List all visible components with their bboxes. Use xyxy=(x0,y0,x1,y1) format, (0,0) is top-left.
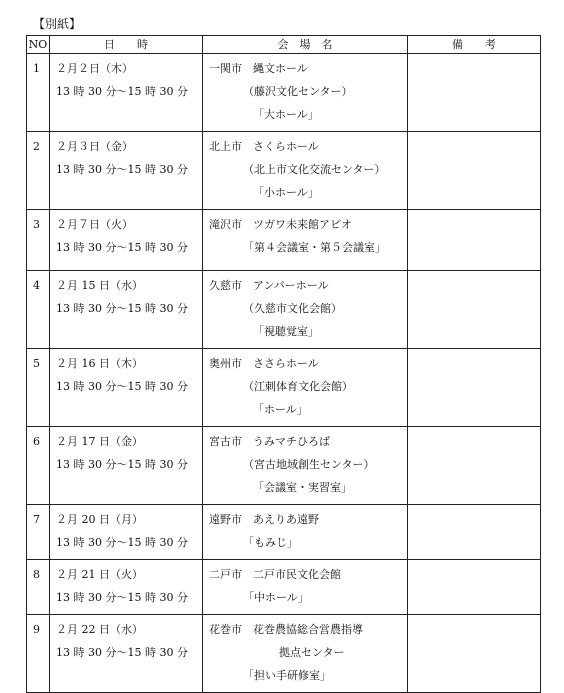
row-time: 13 時 30 分～15 時 30 分 xyxy=(56,302,188,315)
row-date: ２月３日（金） xyxy=(56,140,133,153)
row-date: ２月 17 日（金） xyxy=(56,435,143,448)
table-row xyxy=(27,132,541,210)
row-remarks xyxy=(408,615,541,693)
row-venue xyxy=(203,427,408,505)
row-venue xyxy=(203,615,408,693)
venue-line: 「もみじ」 xyxy=(243,536,298,549)
row-number: 2 xyxy=(27,132,50,210)
row-datetime xyxy=(50,349,203,427)
attachment-label: 【別紙】 xyxy=(33,17,82,31)
table-row xyxy=(27,560,541,615)
table-row xyxy=(27,505,541,560)
table-row xyxy=(27,349,541,427)
row-number: 9 xyxy=(27,615,50,693)
row-venue xyxy=(203,271,408,349)
venue-line: 「大ホール」 xyxy=(253,108,319,121)
row-remarks xyxy=(408,271,541,349)
venue-line: 遠野市 あえりあ遠野 xyxy=(209,513,319,526)
row-number: 3 xyxy=(27,210,50,271)
row-datetime xyxy=(50,54,203,132)
row-remarks xyxy=(408,560,541,615)
table-row xyxy=(27,615,541,693)
row-date: ２月 21 日（火） xyxy=(56,568,143,581)
header-no: NO xyxy=(27,36,50,54)
row-datetime xyxy=(50,271,203,349)
header-remarks: 備 考 xyxy=(408,36,541,54)
row-time: 13 時 30 分～15 時 30 分 xyxy=(56,591,188,604)
table-row xyxy=(27,427,541,505)
row-datetime xyxy=(50,210,203,271)
venue-line: 久慈市 アンバーホール xyxy=(209,279,329,292)
row-number: 1 xyxy=(27,54,50,132)
venue-line: 「ホール」 xyxy=(253,403,308,416)
row-datetime xyxy=(50,427,203,505)
venue-line: 「会議室・実習室」 xyxy=(253,481,352,494)
row-date: ２月２日（木） xyxy=(56,62,133,75)
row-venue xyxy=(203,349,408,427)
row-remarks xyxy=(408,349,541,427)
row-number: 4 xyxy=(27,271,50,349)
table-row xyxy=(27,210,541,271)
row-venue xyxy=(203,210,408,271)
venue-line: 奥州市 ささらホール xyxy=(209,357,319,370)
table-header-row xyxy=(27,36,541,54)
row-venue xyxy=(203,505,408,560)
row-venue xyxy=(203,54,408,132)
row-time: 13 時 30 分～15 時 30 分 xyxy=(56,85,188,98)
row-date: ２月 22 日（水） xyxy=(56,623,143,636)
venue-line: （宮古地域創生センター） xyxy=(243,458,375,471)
venue-line: 「視聴覚室」 xyxy=(253,325,319,338)
venue-line: 「第４会議室・第５会議室」 xyxy=(243,241,386,254)
schedule-table xyxy=(26,35,541,693)
row-datetime xyxy=(50,560,203,615)
venue-line: （北上市文化交流センター） xyxy=(243,163,386,176)
row-date: ２月７日（火） xyxy=(56,218,133,231)
venue-line: 花巻市 花巻農協総合営農指導 xyxy=(209,623,363,636)
table-row xyxy=(27,54,541,132)
row-venue xyxy=(203,560,408,615)
row-number: 8 xyxy=(27,560,50,615)
row-date: ２月 15 日（水） xyxy=(56,279,143,292)
row-time: 13 時 30 分～15 時 30 分 xyxy=(56,646,188,659)
row-number: 5 xyxy=(27,349,50,427)
row-number: 6 xyxy=(27,427,50,505)
venue-line: 滝沢市 ツガワ未来館アピオ xyxy=(209,218,352,231)
row-time: 13 時 30 分～15 時 30 分 xyxy=(56,380,188,393)
row-remarks xyxy=(408,210,541,271)
venue-line: 宮古市 うみマチひろば xyxy=(209,435,330,448)
row-time: 13 時 30 分～15 時 30 分 xyxy=(56,458,188,471)
venue-line: 一関市 縄文ホール xyxy=(209,62,308,75)
venue-line: 二戸市 二戸市民文化会館 xyxy=(209,568,341,581)
row-time: 13 時 30 分～15 時 30 分 xyxy=(56,163,188,176)
row-datetime xyxy=(50,505,203,560)
venue-line: （江刺体育文化会館） xyxy=(243,380,353,393)
row-date: ２月 20 日（月） xyxy=(56,513,143,526)
row-venue xyxy=(203,132,408,210)
row-time: 13 時 30 分～15 時 30 分 xyxy=(56,241,188,254)
row-remarks xyxy=(408,427,541,505)
header-venue: 会 場 名 xyxy=(203,36,408,54)
venue-line: 「小ホール」 xyxy=(253,186,319,199)
venue-line: 北上市 さくらホール xyxy=(209,140,319,153)
venue-line: （久慈市文化会館） xyxy=(243,302,342,315)
row-time: 13 時 30 分～15 時 30 分 xyxy=(56,536,188,549)
row-remarks xyxy=(408,54,541,132)
row-date: ２月 16 日（木） xyxy=(56,357,143,370)
row-datetime xyxy=(50,615,203,693)
row-datetime xyxy=(50,132,203,210)
row-number: 7 xyxy=(27,505,50,560)
row-remarks xyxy=(408,132,541,210)
venue-line: 「中ホール」 xyxy=(243,591,309,604)
venue-line: 「担い手研修室」 xyxy=(243,669,331,682)
venue-line: 拠点センター xyxy=(279,646,345,659)
row-remarks xyxy=(408,505,541,560)
header-datetime: 日 時 xyxy=(50,36,203,54)
table-row xyxy=(27,271,541,349)
venue-line: （藤沢文化センター） xyxy=(243,85,353,98)
